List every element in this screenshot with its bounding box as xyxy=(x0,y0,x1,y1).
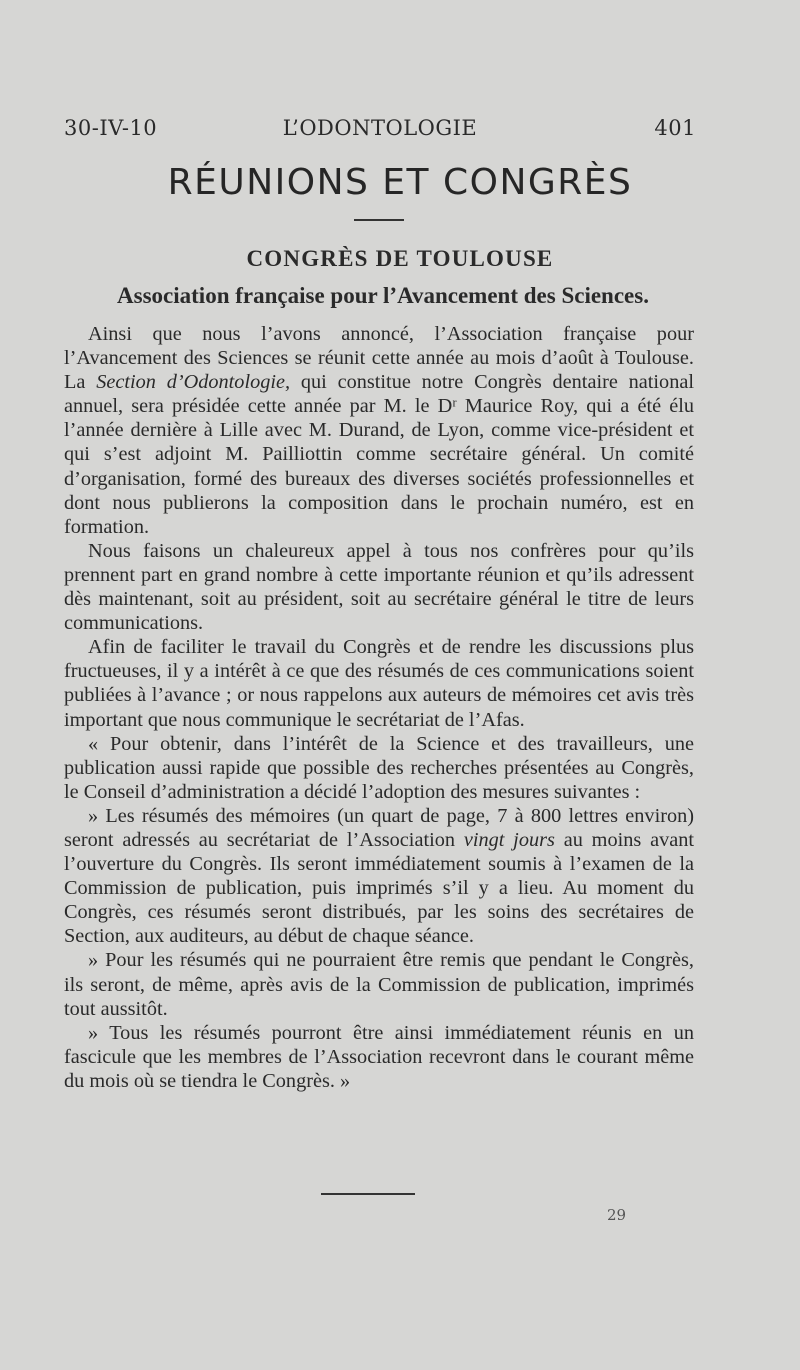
issue-date: 30-IV-10 xyxy=(64,116,158,140)
signature-mark: 29 xyxy=(607,1206,627,1224)
article-body xyxy=(64,322,694,1093)
title-divider xyxy=(354,219,404,221)
paragraph-text: qui constitue notre Congrès dentaire national annuel, sera présidée cette année par M. le Dʳ Maurice Roy, qui a été élu l’année dernière à Lille avec M. Durand, de Lyon, comme vice-président et qui s’est adjoint M. Pailliottin comme secrétaire général. Un comité d’organisation, formé des bureaux des diverses sociétés professionnelles et dont nous publierons la composition dans le prochain numéro, est en formation. xyxy=(64,371,694,538)
paragraph-text: Afin de faciliter le travail du Congrès et de rendre les discussions plus fructueuses, il y a intérêt à ce que des résumés de ces communications soient publiées à l’avance ; or nous rappelons aux auteurs de mémoires cet avis très important que nous communique le secrétariat de l’Afas. xyxy=(64,636,694,731)
association-title: Association française pour l’Avancement des Sciences. xyxy=(117,283,649,308)
paragraph xyxy=(64,1021,694,1093)
paragraph xyxy=(64,635,694,731)
end-divider xyxy=(321,1193,415,1195)
paragraph-text: » Pour les résumés qui ne pourraient être remis que pendant le Congrès, ils seront, de même, après avis de la Commission de publication, imprimés tout aussitôt. xyxy=(64,949,694,1020)
page-number: 401 xyxy=(654,116,696,140)
paragraph-text: au moins avant l’ouverture du Congrès. Ils seront immédiatement soumis à l’examen de la Commission de publication, puis imprimés s’il y a lieu. Au moment du Congrès, ces résumés seront distribués, par les soins des secrétaires de Section, aux auditeurs, au début de chaque séance. xyxy=(64,828,694,948)
paragraph xyxy=(64,948,694,1020)
paragraph xyxy=(64,539,694,635)
paragraph xyxy=(64,804,694,949)
paragraph-text: » Les résumés des mémoires (un quart de page, 7 à 800 lettres environ) seront adressés au secrétariat de l’Association xyxy=(64,804,694,851)
paragraph-text: » Tous les résumés pourront être ainsi immédiatement réunis en un fascicule que les membres de l’Association recevront dans le courant même du mois où se tiendra le Congrès. » xyxy=(64,1021,694,1092)
paragraph-emphasis: vingt jours xyxy=(463,828,555,851)
congress-title: CONGRÈS DE TOULOUSE xyxy=(246,246,554,271)
section-title: RÉUNIONS ET CONGRÈS xyxy=(167,162,633,203)
journal-title: L’ODONTOLOGIE xyxy=(282,116,478,140)
paragraph-text: Nous faisons un chaleureux appel à tous nos confrères pour qu’ils prennent part en grand nombre à cette importante réunion et qu’ils adressent dès maintenant, soit au président, soit au secrétaire général le titre de leurs communications. xyxy=(64,539,694,635)
paragraph-text: « Pour obtenir, dans l’intérêt de la Science et des travailleurs, une publication aussi rapide que possible des recherches présentées au Congrès, le Conseil d’administration a décidé l’adoption des mesures suivantes : xyxy=(64,732,694,803)
paragraph xyxy=(64,732,694,804)
running-head xyxy=(64,116,696,140)
paragraph-emphasis: Section d’Odontologie, xyxy=(96,371,291,394)
paragraph xyxy=(64,322,694,539)
paragraph-text: Ainsi que nous l’avons annoncé, l’Association française pour l’Avancement des Sciences se réunit cette année au mois d’août à Toulouse. La xyxy=(64,323,694,394)
